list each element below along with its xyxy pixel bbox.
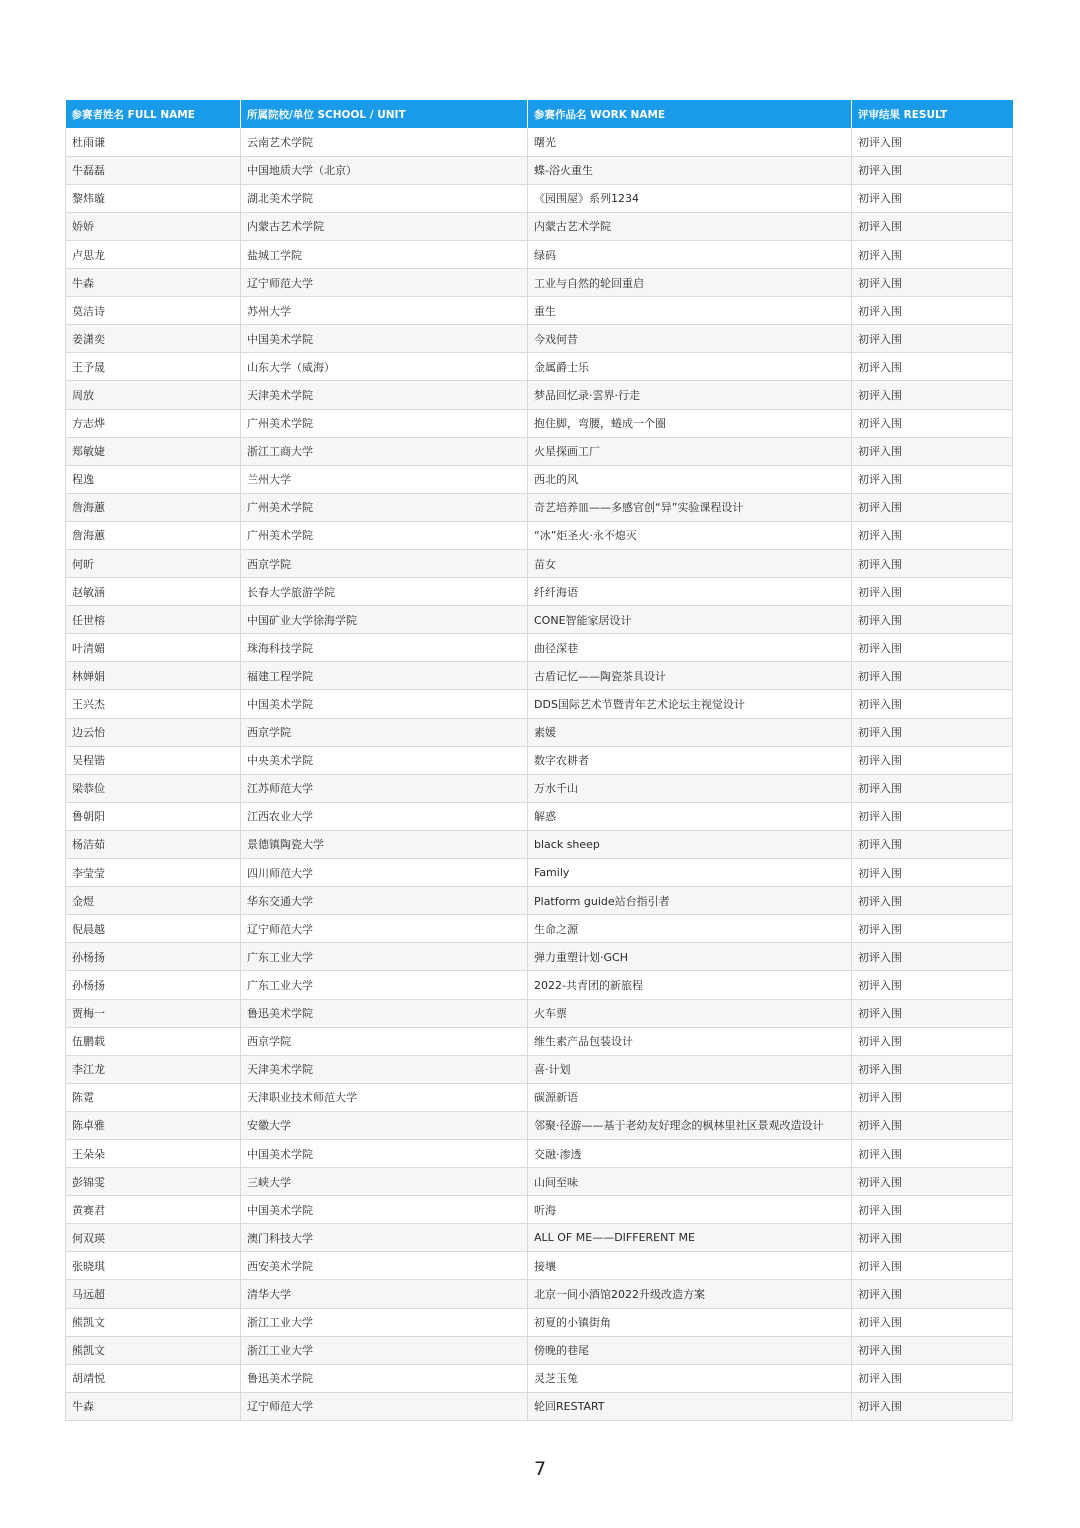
cell-work-name: CONE智能家居设计 <box>528 606 852 634</box>
cell-full-name: 王予晟 <box>66 353 241 381</box>
cell-school-unit: 福建工程学院 <box>241 662 528 690</box>
cell-school-unit: 长春大学旅游学院 <box>241 578 528 606</box>
cell-full-name: 娇娇 <box>66 212 241 240</box>
cell-result: 初评入围 <box>852 1280 1013 1308</box>
cell-full-name: 彭锦雯 <box>66 1168 241 1196</box>
cell-work-name: 火星探画工厂 <box>528 437 852 465</box>
cell-result: 初评入围 <box>852 1168 1013 1196</box>
table-row <box>66 1055 1013 1083</box>
cell-school-unit: 中国美术学院 <box>241 1196 528 1224</box>
header-full-name: 参赛者姓名 FULL NAME <box>66 100 241 128</box>
cell-full-name: 陈霓 <box>66 1083 241 1111</box>
cell-work-name: 万水千山 <box>528 774 852 802</box>
cell-full-name: 程逸 <box>66 465 241 493</box>
cell-result: 初评入围 <box>852 1224 1013 1252</box>
table-row <box>66 240 1013 268</box>
table-row <box>66 381 1013 409</box>
table-row <box>66 690 1013 718</box>
cell-full-name: 杜雨谦 <box>66 128 241 156</box>
cell-result: 初评入围 <box>852 353 1013 381</box>
cell-result: 初评入围 <box>852 184 1013 212</box>
table-row <box>66 325 1013 353</box>
cell-school-unit: 浙江工业大学 <box>241 1308 528 1336</box>
cell-result: 初评入围 <box>852 240 1013 268</box>
page-number: 7 <box>533 1458 547 1480</box>
table-row <box>66 971 1013 999</box>
cell-work-name: 绿码 <box>528 240 852 268</box>
cell-school-unit: 中国矿业大学徐海学院 <box>241 606 528 634</box>
table-row <box>66 718 1013 746</box>
cell-work-name: 梦品回忆录·雲界·行走 <box>528 381 852 409</box>
cell-work-name: 古盾记忆——陶瓷茶具设计 <box>528 662 852 690</box>
cell-work-name: 蝶-浴火重生 <box>528 156 852 184</box>
cell-full-name: 周放 <box>66 381 241 409</box>
cell-school-unit: 江苏师范大学 <box>241 774 528 802</box>
cell-result: 初评入围 <box>852 943 1013 971</box>
cell-result: 初评入围 <box>852 1336 1013 1364</box>
cell-full-name: 王兴杰 <box>66 690 241 718</box>
table-row <box>66 859 1013 887</box>
cell-school-unit: 辽宁师范大学 <box>241 269 528 297</box>
cell-work-name: DDS国际艺术节暨青年艺术论坛主视觉设计 <box>528 690 852 718</box>
table-row <box>66 1027 1013 1055</box>
cell-full-name: 杨洁茹 <box>66 830 241 858</box>
table-row <box>66 774 1013 802</box>
cell-result: 初评入围 <box>852 859 1013 887</box>
cell-full-name: 赵敏涵 <box>66 578 241 606</box>
cell-work-name: 北京一间小酒馆2022升级改造方案 <box>528 1280 852 1308</box>
cell-work-name: “冰”炬圣火·永不熄灭 <box>528 521 852 549</box>
cell-school-unit: 西京学院 <box>241 1027 528 1055</box>
cell-school-unit: 盐城工学院 <box>241 240 528 268</box>
cell-school-unit: 浙江工业大学 <box>241 1336 528 1364</box>
results-table <box>65 100 1013 1421</box>
cell-school-unit: 兰州大学 <box>241 465 528 493</box>
cell-result: 初评入围 <box>852 1083 1013 1111</box>
cell-result: 初评入围 <box>852 128 1013 156</box>
table-row <box>66 606 1013 634</box>
cell-school-unit: 鲁迅美术学院 <box>241 1364 528 1392</box>
cell-result: 初评入围 <box>852 887 1013 915</box>
cell-work-name: black sheep <box>528 830 852 858</box>
table-row <box>66 1139 1013 1167</box>
cell-result: 初评入围 <box>852 662 1013 690</box>
cell-school-unit: 西京学院 <box>241 718 528 746</box>
cell-result: 初评入围 <box>852 690 1013 718</box>
table-row <box>66 999 1013 1027</box>
table-row <box>66 437 1013 465</box>
cell-result: 初评入围 <box>852 550 1013 578</box>
cell-full-name: 马远超 <box>66 1280 241 1308</box>
cell-school-unit: 天津美术学院 <box>241 1055 528 1083</box>
table-header <box>66 100 1013 128</box>
table-row <box>66 830 1013 858</box>
cell-school-unit: 广东工业大学 <box>241 971 528 999</box>
table-row <box>66 578 1013 606</box>
cell-full-name: 李江龙 <box>66 1055 241 1083</box>
cell-result: 初评入围 <box>852 1364 1013 1392</box>
cell-full-name: 吴程锴 <box>66 746 241 774</box>
table-row <box>66 662 1013 690</box>
cell-result: 初评入围 <box>852 746 1013 774</box>
cell-school-unit: 山东大学（威海） <box>241 353 528 381</box>
cell-result: 初评入围 <box>852 1392 1013 1420</box>
cell-work-name: 火车票 <box>528 999 852 1027</box>
cell-full-name: 卢思龙 <box>66 240 241 268</box>
cell-result: 初评入围 <box>852 578 1013 606</box>
header-work-name: 参赛作品名 WORK NAME <box>528 100 852 128</box>
cell-work-name: 解惑 <box>528 802 852 830</box>
cell-school-unit: 安徽大学 <box>241 1111 528 1139</box>
cell-full-name: 姜潇奕 <box>66 325 241 353</box>
table-row <box>66 1196 1013 1224</box>
cell-full-name: 何双瑛 <box>66 1224 241 1252</box>
cell-school-unit: 中国美术学院 <box>241 325 528 353</box>
cell-school-unit: 湖北美术学院 <box>241 184 528 212</box>
table-row <box>66 1083 1013 1111</box>
cell-full-name: 孙杨扬 <box>66 971 241 999</box>
cell-result: 初评入围 <box>852 437 1013 465</box>
table-row <box>66 269 1013 297</box>
header-row <box>66 100 1013 128</box>
cell-school-unit: 天津职业技术师范大学 <box>241 1083 528 1111</box>
cell-work-name: 灵芝玉兔 <box>528 1364 852 1392</box>
cell-full-name: 鲁朝阳 <box>66 802 241 830</box>
cell-full-name: 梁恭俭 <box>66 774 241 802</box>
cell-school-unit: 华东交通大学 <box>241 887 528 915</box>
table-row <box>66 493 1013 521</box>
cell-full-name: 倪晨越 <box>66 915 241 943</box>
cell-result: 初评入围 <box>852 1027 1013 1055</box>
cell-school-unit: 广州美术学院 <box>241 493 528 521</box>
table-row <box>66 746 1013 774</box>
cell-school-unit: 天津美术学院 <box>241 381 528 409</box>
table-row <box>66 1308 1013 1336</box>
cell-work-name: 纤纤海语 <box>528 578 852 606</box>
cell-result: 初评入围 <box>852 1111 1013 1139</box>
cell-work-name: Platform guide站台指引者 <box>528 887 852 915</box>
cell-school-unit: 中国地质大学（北京） <box>241 156 528 184</box>
cell-school-unit: 西安美术学院 <box>241 1252 528 1280</box>
table-row <box>66 550 1013 578</box>
table-row <box>66 1224 1013 1252</box>
cell-result: 初评入围 <box>852 381 1013 409</box>
table-row <box>66 1392 1013 1420</box>
cell-school-unit: 三峡大学 <box>241 1168 528 1196</box>
table-row <box>66 353 1013 381</box>
cell-school-unit: 清华大学 <box>241 1280 528 1308</box>
cell-full-name: 莫洁诗 <box>66 297 241 325</box>
cell-work-name: 曲径深巷 <box>528 634 852 662</box>
cell-full-name: 黄赛君 <box>66 1196 241 1224</box>
cell-result: 初评入围 <box>852 493 1013 521</box>
cell-work-name: 接壤 <box>528 1252 852 1280</box>
table-row <box>66 1336 1013 1364</box>
cell-school-unit: 中国美术学院 <box>241 690 528 718</box>
cell-work-name: 曙光 <box>528 128 852 156</box>
cell-result: 初评入围 <box>852 269 1013 297</box>
cell-work-name: 生命之源 <box>528 915 852 943</box>
cell-result: 初评入围 <box>852 802 1013 830</box>
table-body <box>66 128 1013 1420</box>
table-row <box>66 156 1013 184</box>
cell-school-unit: 广州美术学院 <box>241 409 528 437</box>
cell-result: 初评入围 <box>852 1139 1013 1167</box>
cell-result: 初评入围 <box>852 465 1013 493</box>
cell-full-name: 詹海蕙 <box>66 493 241 521</box>
cell-work-name: 弹力重塑计划·GCH <box>528 943 852 971</box>
cell-full-name: 郑敏婕 <box>66 437 241 465</box>
cell-result: 初评入围 <box>852 521 1013 549</box>
cell-result: 初评入围 <box>852 999 1013 1027</box>
cell-result: 初评入围 <box>852 774 1013 802</box>
table-row <box>66 1280 1013 1308</box>
cell-work-name: 听海 <box>528 1196 852 1224</box>
cell-result: 初评入围 <box>852 325 1013 353</box>
table-row <box>66 802 1013 830</box>
cell-full-name: 伍鹏载 <box>66 1027 241 1055</box>
cell-school-unit: 景德镇陶瓷大学 <box>241 830 528 858</box>
table-row <box>66 521 1013 549</box>
header-school-unit: 所属院校/单位 SCHOOL / UNIT <box>241 100 528 128</box>
cell-full-name: 金煜 <box>66 887 241 915</box>
cell-work-name: 内蒙古艺术学院 <box>528 212 852 240</box>
cell-work-name: 奇艺培养皿——多感官创“异”实验课程设计 <box>528 493 852 521</box>
cell-full-name: 陈卓雅 <box>66 1111 241 1139</box>
cell-work-name: 西北的风 <box>528 465 852 493</box>
cell-school-unit: 中国美术学院 <box>241 1139 528 1167</box>
cell-result: 初评入围 <box>852 718 1013 746</box>
cell-full-name: 牛森 <box>66 269 241 297</box>
cell-work-name: 数字农耕者 <box>528 746 852 774</box>
cell-school-unit: 江西农业大学 <box>241 802 528 830</box>
cell-work-name: 素媛 <box>528 718 852 746</box>
cell-work-name: Family <box>528 859 852 887</box>
cell-school-unit: 鲁迅美术学院 <box>241 999 528 1027</box>
cell-result: 初评入围 <box>852 606 1013 634</box>
cell-work-name: 喜·计划 <box>528 1055 852 1083</box>
cell-work-name: 交融·渗透 <box>528 1139 852 1167</box>
table-row <box>66 212 1013 240</box>
cell-school-unit: 中央美术学院 <box>241 746 528 774</box>
cell-school-unit: 辽宁师范大学 <box>241 915 528 943</box>
cell-work-name: 碳源新语 <box>528 1083 852 1111</box>
cell-full-name: 林婵娟 <box>66 662 241 690</box>
cell-result: 初评入围 <box>852 156 1013 184</box>
cell-school-unit: 珠海科技学院 <box>241 634 528 662</box>
cell-work-name: 山间至味 <box>528 1168 852 1196</box>
cell-work-name: 傍晚的巷尾 <box>528 1336 852 1364</box>
cell-work-name: ALL OF ME——DIFFERENT ME <box>528 1224 852 1252</box>
cell-work-name: 重生 <box>528 297 852 325</box>
cell-full-name: 王朵朵 <box>66 1139 241 1167</box>
table-row <box>66 297 1013 325</box>
cell-full-name: 黎炜璇 <box>66 184 241 212</box>
cell-result: 初评入围 <box>852 1055 1013 1083</box>
table-row <box>66 634 1013 662</box>
cell-school-unit: 澳门科技大学 <box>241 1224 528 1252</box>
cell-full-name: 何昕 <box>66 550 241 578</box>
cell-school-unit: 四川师范大学 <box>241 859 528 887</box>
cell-work-name: 2022-共青团的新旅程 <box>528 971 852 999</box>
cell-school-unit: 浙江工商大学 <box>241 437 528 465</box>
cell-full-name: 牛磊磊 <box>66 156 241 184</box>
cell-full-name: 方志烨 <box>66 409 241 437</box>
cell-result: 初评入围 <box>852 915 1013 943</box>
cell-school-unit: 西京学院 <box>241 550 528 578</box>
cell-result: 初评入围 <box>852 409 1013 437</box>
cell-full-name: 叶清媚 <box>66 634 241 662</box>
cell-result: 初评入围 <box>852 1308 1013 1336</box>
cell-work-name: 维生素产品包装设计 <box>528 1027 852 1055</box>
cell-work-name: 苗女 <box>528 550 852 578</box>
table-row <box>66 943 1013 971</box>
table-row <box>66 128 1013 156</box>
cell-full-name: 边云怡 <box>66 718 241 746</box>
cell-result: 初评入围 <box>852 830 1013 858</box>
table-row <box>66 887 1013 915</box>
cell-work-name: 抱住脚，弯腰，蜷成一个圈 <box>528 409 852 437</box>
cell-full-name: 孙杨扬 <box>66 943 241 971</box>
cell-work-name: 工业与自然的轮回重启 <box>528 269 852 297</box>
table-row <box>66 1168 1013 1196</box>
cell-full-name: 李莹莹 <box>66 859 241 887</box>
cell-full-name: 詹海蕙 <box>66 521 241 549</box>
cell-work-name: 轮回RESTART <box>528 1392 852 1420</box>
cell-school-unit: 苏州大学 <box>241 297 528 325</box>
cell-work-name: 初夏的小镇街角 <box>528 1308 852 1336</box>
cell-school-unit: 广州美术学院 <box>241 521 528 549</box>
cell-full-name: 胡靖悦 <box>66 1364 241 1392</box>
cell-result: 初评入围 <box>852 971 1013 999</box>
cell-result: 初评入围 <box>852 1196 1013 1224</box>
cell-work-name: 《园围屋》系列1234 <box>528 184 852 212</box>
cell-school-unit: 云南艺术学院 <box>241 128 528 156</box>
table-row <box>66 1111 1013 1139</box>
cell-full-name: 牛森 <box>66 1392 241 1420</box>
cell-school-unit: 广东工业大学 <box>241 943 528 971</box>
cell-result: 初评入围 <box>852 212 1013 240</box>
cell-work-name: 金属爵士乐 <box>528 353 852 381</box>
cell-full-name: 熊凯文 <box>66 1308 241 1336</box>
cell-result: 初评入围 <box>852 634 1013 662</box>
cell-full-name: 贾梅一 <box>66 999 241 1027</box>
table-row <box>66 184 1013 212</box>
cell-full-name: 任世榕 <box>66 606 241 634</box>
cell-result: 初评入围 <box>852 1252 1013 1280</box>
cell-work-name: 今戏何昔 <box>528 325 852 353</box>
cell-result: 初评入围 <box>852 297 1013 325</box>
table-row <box>66 465 1013 493</box>
cell-full-name: 张晓琪 <box>66 1252 241 1280</box>
table-row <box>66 409 1013 437</box>
table-row <box>66 915 1013 943</box>
table-row <box>66 1252 1013 1280</box>
cell-full-name: 熊凯文 <box>66 1336 241 1364</box>
cell-school-unit: 内蒙古艺术学院 <box>241 212 528 240</box>
table-row <box>66 1364 1013 1392</box>
header-result: 评审结果 RESULT <box>852 100 1013 128</box>
cell-work-name: 邻聚·径游——基于老幼友好理念的枫林里社区景观改造设计 <box>528 1111 852 1139</box>
cell-school-unit: 辽宁师范大学 <box>241 1392 528 1420</box>
